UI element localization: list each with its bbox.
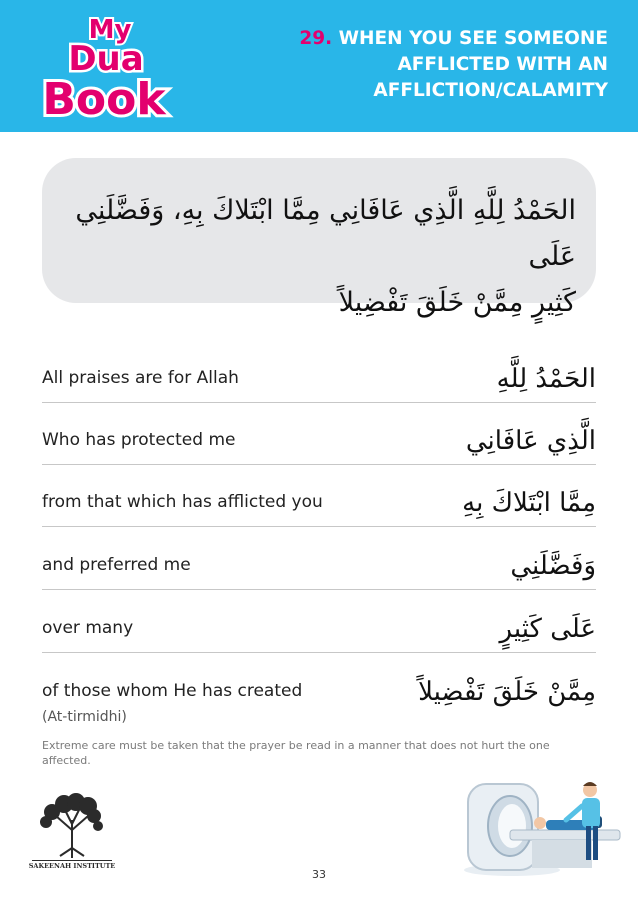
arabic-dua-text xyxy=(62,188,576,326)
arabic-phrase: وَفَضَّلَنِي xyxy=(510,551,596,581)
sakeenah-institute-logo xyxy=(26,790,118,870)
dua-title-text: WHEN YOU SEE SOMEONE AFFLICTED WITH AN AFFLICTION/CALAMITY xyxy=(338,28,608,101)
page-header xyxy=(0,0,638,132)
arabic-phrase: الَّذِي عَافَانِي xyxy=(465,426,596,456)
english-phrase: Who has protected me xyxy=(42,430,236,450)
english-phrase: All praises are for Allah xyxy=(42,368,239,388)
arabic-dua-line-1: الحَمْدُ لِلَّهِ الَّذِي عَافَانِي مِمَّا ابْتَلاكَ بِهِ، وَفَضَّلَنِي عَلَى xyxy=(75,195,576,272)
english-phrase: and preferred me xyxy=(42,555,191,575)
arabic-dua-line-2: كَثِيرٍ مِمَّنْ خَلَقَ تَفْضِيلاً xyxy=(338,287,576,318)
arabic-phrase: مِمَّا ابْتَلاكَ بِهِ xyxy=(462,488,596,518)
english-phrase: of those whom He has created xyxy=(42,681,303,701)
translation-row xyxy=(42,464,596,527)
page-title xyxy=(248,26,608,104)
svg-text:My: My xyxy=(88,15,132,45)
page-number: 33 xyxy=(312,868,326,881)
arabic-phrase: الحَمْدُ لِلَّهِ xyxy=(496,364,596,394)
translation-row xyxy=(42,402,596,465)
svg-text:Dua: Dua xyxy=(68,39,144,79)
org-name: SAKEENAH INSTITUTE xyxy=(28,862,116,870)
hadith-source: (At-tirmidhi) xyxy=(42,709,127,725)
translation-row xyxy=(42,653,596,715)
doctor-patient-scanner-illustration xyxy=(462,768,632,878)
translation-row xyxy=(42,340,596,403)
care-note: Extreme care must be taken that the prayer be read in a manner that does not hurt the one affected. xyxy=(42,739,550,767)
english-phrase: from that which has afflicted you xyxy=(42,492,323,512)
translation-row xyxy=(42,527,596,590)
english-phrase: over many xyxy=(42,618,134,638)
arabic-phrase: عَلَى كَثِيرٍ xyxy=(499,614,596,644)
translation-row xyxy=(42,590,596,653)
arabic-dua-box xyxy=(42,158,596,318)
my-dua-book-logo xyxy=(26,8,186,126)
dua-number: 29. xyxy=(299,28,333,49)
arabic-phrase: مِمَّنْ خَلَقَ تَفْضِيلاً xyxy=(418,677,596,707)
svg-text:Book: Book xyxy=(42,74,166,125)
